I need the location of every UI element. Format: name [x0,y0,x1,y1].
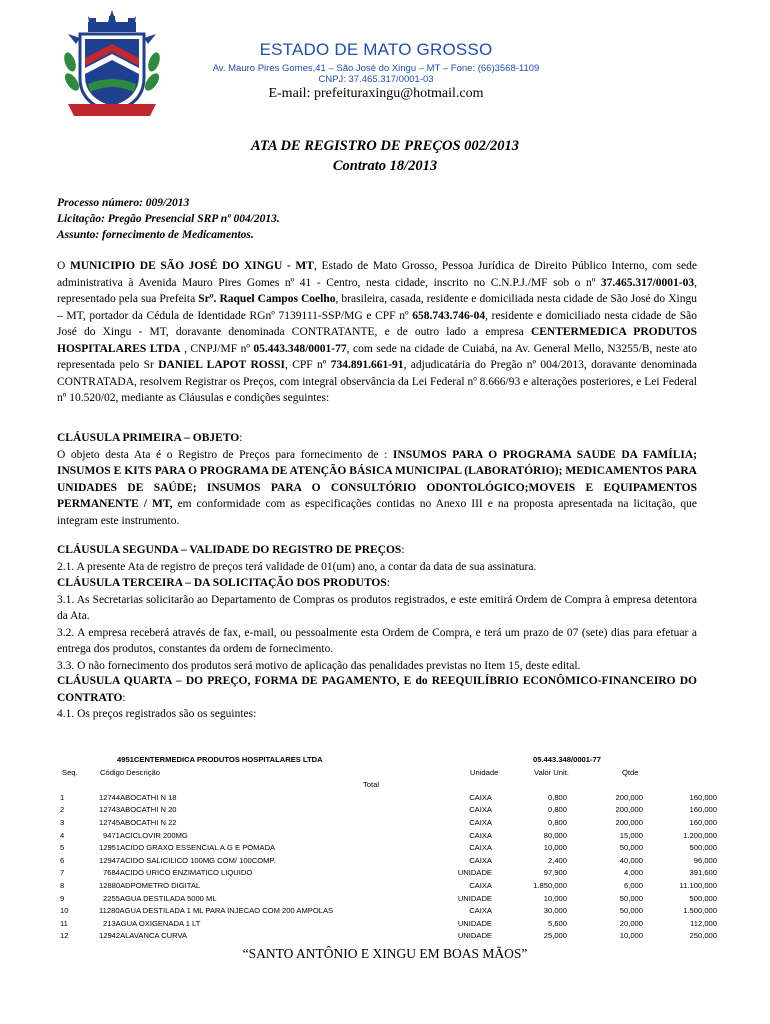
process-metadata [57,195,657,243]
table-cell-total: 11.100,000 [679,880,717,890]
table-cell-total: 160,000 [689,792,717,802]
table-cell-total: 160,000 [689,817,717,827]
table-cell-valor: 80,000 [543,830,567,840]
table-company-row [57,755,717,768]
table-row [57,831,717,844]
table-cell-qtde: 10,000 [619,931,643,941]
table-row [57,881,717,894]
table-cell-total: 500,000 [689,843,717,853]
clause-second-heading: CLÁUSULA SEGUNDA – VALIDADE DO REGISTRO DE PREÇOS [57,544,402,556]
table-cell-un: CAIXA [469,880,492,890]
table-cell-valor: 25,000 [543,931,567,941]
table-cell-valor: 10,000 [543,843,567,853]
subject-line: Assunto: fornecimento de Medicamentos. [57,229,254,241]
table-cell-seq: 8 [60,880,65,890]
representative-name: DANIEL LAPOT ROSSI [158,359,285,371]
email-line: E-mail: prefeituraxingu@hotmail.com [268,86,484,101]
table-cell-valor: 10,000 [543,893,567,903]
table-row [57,894,717,907]
table-cell-desc: 12947ACIDO SALICILICO 100MG COM/ 100COMP. [99,855,276,865]
table-cell-seq: 4 [60,830,65,840]
table-cell-desc: 213AGUA OXIGENADA 1 LT [103,918,201,928]
table-cell-seq: 2 [60,805,65,815]
preamble-paragraph: O MUNICIPIO DE SÃO JOSÉ DO XINGU - MT, Estado de Mato Grosso, Pessoa Jurídica de Direito Público Interno, com sede administrativa à Avenida Mauro Pires Gomes nº 41 - Centro, nesta cidade, inscrito no C.N.P.J./MF sob o nº 37.465.317/0001-03, representado pela sua Prefeita Srº. Raquel Campos Coelho, brasileira, casada, residente e domiciliada nesta cidade de São José do Xingu – MT, portador da Cédula de Identidade RGnº 7139111-SSP/MG e CPF nº 658.743.746-04, residente e domiciliado nesta cidade de São José do Xingu - MT, doravante denominada CONTRATANTE, e de outro lado a empresa CENTERMEDICA PRODUTOS HOSPITALARES LTDA , CNPJ/MF nº 05.443.348/0001-77, com sede na cidade de Cuiabá, na Av. General Mello, N3255/B, neste ato representada pelo Sr DANIEL LAPOT ROSSI, CPF nº 734.891.661-91, adjudicatária do Pregão nº 004/2013, doravante denominada CONTRATADA, resolvem Registrar os Preços, com integral observância da Lei Federal nº 8.666/93 e alterações posteriores, e Lei Federal nº 10.520/02, mediante as Cláusulas e condições seguintes: [57,260,697,404]
table-cell-qtde: 50,000 [619,893,643,903]
municipal-crest-icon [58,8,166,124]
col-qty-header: Qtde [622,767,639,777]
table-cell-valor: 0,800 [547,792,567,802]
table-cell-seq: 5 [60,843,65,853]
document-title-block [100,136,670,176]
table-cell-un: CAIXA [469,906,492,916]
company-cnpj: 05.443.348/0001-77 [253,342,347,355]
clause-first: CLÁUSULA PRIMEIRA – OBJETO: O objeto desta Ata é o Registro de Preços para fornecimento de : INSUMOS PARA O PROGRAMA SAUDE DA FAMÍLIA; INSUMOS E KITS PARA O PROGRAMA DE ATENÇÃO BÁSICA MUNICIPAL (LABORATÓRIO); MEDICAMENTOS PARA UNIDADES DE SAÚDE; INSUMOS PARA O CONSULTÓRIO ODONTOLÓGICO;MOVEIS E EQUIPAMENTOS PERMANENTE / MT, em conformidade com as especificações contidas no Anexo III e na proposta apresentada na licitação, que integram este instrumento. [57,432,697,527]
table-cell-desc: 12951ACIDO GRAXO ESSENCIAL A.G E POMADA [99,843,276,853]
table-cell-seq: 7 [60,868,65,878]
table-cell-desc: 12743ABOCATHI N 20 [99,805,177,815]
document-title: ATA DE REGISTRO DE PREÇOS 002/2013 [251,138,519,154]
table-cell-seq: 6 [60,855,65,865]
state-title: ESTADO DE MATO GROSSO [259,40,493,59]
bidding-reference: Licitação: Pregão Presencial SRP nº 004/2013. [57,213,280,225]
table-cell-qtde: 200,000 [615,805,643,815]
table-cell-valor: 2,400 [547,855,567,865]
document-subtitle: Contrato 18/2013 [332,158,438,174]
table-cell-total: 250,000 [689,931,717,941]
table-cell-seq: 9 [60,893,65,903]
clause-third-heading: CLÁUSULA TERCEIRA – DA SOLICITAÇÃO DOS PRODUTOS [57,577,387,589]
table-cell-seq: 3 [60,817,65,827]
table-cell-desc: 12745ABOCATHI N 22 [99,817,177,827]
table-row [57,906,717,919]
table-cell-desc: 12880ADPOMETRO DIGITAL [99,880,201,890]
table-row [57,818,717,831]
table-cell-total: 160,000 [689,805,717,815]
table-cell-un: UNIDADE [457,918,492,928]
table-cell-qtde: 15,000 [619,830,643,840]
table-cell-un: CAIXA [469,843,492,853]
table-row [57,919,717,932]
company-name: CENTERMEDICA PRODUTOS HOSPITALARES LTDA [57,326,697,355]
clause-third: CLÁUSULA TERCEIRA – DA SOLICITAÇÃO DOS PRODUTOS: 3.1. As Secretarias solicitarão ao Departamento de Compras os produtos registrados, e este emitirá Ordem de Compra à empresa detentora da Ata. 3.2. A empresa receberá através de fax, e-mail, ou pessoalmente esta Ordem de Compra, e terá um prazo de 07 (sete) dias para efetuar a entrega dos produtos, constantes da ordem de fornecimento. 3.3. O não fornecimento dos produtos será motivo de aplicação das penalidades previstas no Item 15, deste edital. [57,577,697,672]
table-cell-un: CAIXA [469,805,492,815]
table-cell-seq: 10 [60,906,69,916]
table-header-total-row [57,780,717,793]
table-cell-valor: 5,600 [547,918,567,928]
table-cell-desc: 2255AGUA DESTILADA 5000 ML [103,893,217,903]
table-cell-valor: 0,800 [547,817,567,827]
table-cell-qtde: 40,000 [619,855,643,865]
table-cell-un: CAIXA [469,817,492,827]
table-cell-un: CAIXA [469,792,492,802]
table-cell-qtde: 6,000 [623,880,643,890]
cnpj-line: CNPJ: 37.465.317/0001-03 [318,74,434,85]
table-cell-un: CAIXA [469,830,492,840]
footer-motto: “SANTO ANTÔNIO E XINGU EM BOAS MÃOS” [242,946,528,961]
mayor-cpf: 658.743.746-04 [412,309,486,322]
clause-first-heading: CLÁUSULA PRIMEIRA – OBJETO [57,432,240,444]
table-cell-seq: 12 [60,931,69,941]
table-cell-un: UNIDADE [457,868,492,878]
table-cell-valor: 0,800 [547,805,567,815]
price-table [57,755,717,944]
col-seq-header: Seq. [62,767,78,777]
col-total-header: Total [363,780,380,790]
table-row [57,793,717,806]
table-cell-total: 96,000 [693,855,717,865]
col-unit-header: Unidade [470,767,499,777]
table-row [57,856,717,869]
table-row [57,805,717,818]
col-description-header: Código Descrição [100,767,160,777]
table-cell-desc: 9471ACICLOVIR 200MG [103,830,188,840]
mayor-name: Srº. Raquel Campos Coelho [198,293,336,305]
clause-second: CLÁUSULA SEGUNDA – VALIDADE DO REGISTRO DE PREÇOS: 2.1. A presente Ata de registro de preços terá validade de 01(um) ano, a contar da data de sua assinatura. [57,544,537,573]
table-cell-valor: 97,900 [543,868,567,878]
table-cell-total: 112,000 [690,918,717,928]
table-cell-seq: 11 [60,918,68,928]
table-cell-qtde: 50,000 [619,843,643,853]
table-cell-total: 391,600 [689,868,717,878]
municipality-cnpj: 37.465.317/0001-03 [600,276,695,289]
address-line: Av. Mauro Pires Gomes,41 – São José do Xingu – MT – Fone: (66)3568-1109 [212,63,540,74]
table-cell-total: 1.500,000 [683,906,717,916]
table-row [57,931,717,944]
municipality-name: MUNICIPIO DE SÃO JOSÉ DO XINGU - MT [69,260,314,272]
table-header-row [57,768,717,781]
table-cell-desc: 7684ACIDO URICO ENZIMATICO LIQUIDO [103,868,253,878]
col-price-header: Valor Unit. [534,767,569,777]
table-body [57,793,717,944]
table-cell-qtde: 200,000 [615,792,643,802]
clause-first-object: INSUMOS PARA O PROGRAMA SAUDE DA FAMÍLIA; INSUMOS E KITS PARA O PROGRAMA DE ATENÇÃO BÁSICA MUNICIPAL (LABORATÓRIO); MEDICAMENTOS PARA UNIDADES DE SAÚDE; INSUMOS PARA O CONSULTÓRIO ODONTOLÓGICO;MOVEIS E EQUIPAMENTOS PERMANENTE / MT, [57,448,697,510]
table-cell-qtde: 200,000 [615,817,643,827]
table-cell-un: UNIDADE [457,931,492,941]
table-cell-valor: 1.850,000 [533,880,567,890]
table-cell-valor: 30,000 [543,906,567,916]
table-cell-un: CAIXA [469,855,492,865]
clause-fourth: CLÁUSULA QUARTA – DO PREÇO, FORMA DE PAGAMENTO, E do REEQUILÍBRIO ECONÔMICO-FINANCEIRO DO CONTRATO: 4.1. Os preços registrados são os seguintes: [57,675,697,720]
table-cell-total: 1.200,000 [683,830,717,840]
table-cell-desc: 11280AGUA DESTILADA 1 ML PARA INJECAO COM 200 AMPOLAS [99,906,334,916]
representative-cpf: 734.891.661-91 [330,359,404,371]
table-row [57,868,717,881]
table-company-name: 4951CENTERMEDICA PRODUTOS HOSPITALARES LTDA [117,755,323,764]
table-company-cnpj: 05.443.348/0001-77 [533,755,601,764]
table-cell-qtde: 50,000 [619,906,643,916]
table-row [57,843,717,856]
table-cell-qtde: 4,000 [623,868,643,878]
table-cell-total: 500,000 [689,893,717,903]
table-cell-seq: 1 [60,792,65,802]
process-number: Processo número: 009/2013 [57,197,190,209]
table-cell-desc: 12942ALAVANCA CURVA [99,931,188,941]
clause-fourth-heading: CLÁUSULA QUARTA – DO PREÇO, FORMA DE PAGAMENTO, E do REEQUILÍBRIO ECONÔMICO-FINANCEIRO DO CONTRATO [57,675,697,704]
table-cell-un: UNIDADE [457,893,492,903]
header-address [176,63,576,85]
table-cell-desc: 12744ABOCATHI N 18 [99,792,177,802]
table-cell-qtde: 20,000 [619,918,643,928]
